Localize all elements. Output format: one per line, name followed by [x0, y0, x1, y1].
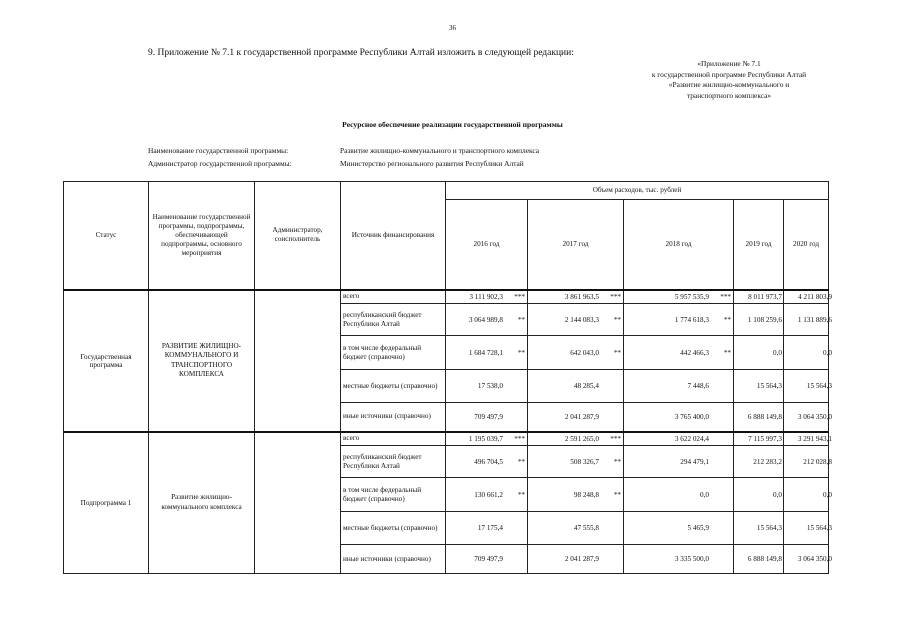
row-program-name: РАЗВИТИЕ ЖИЛИЩНО-КОММУНАЛЬНОГО И ТРАНСПОРТНОГО КОМПЛЕКСА	[149, 290, 255, 432]
value-text: 1 108 259,6	[747, 315, 782, 324]
program-name-label: Наименование государственной программы:	[148, 146, 289, 155]
value-text: 2 041 287,9	[564, 555, 599, 563]
appendix-line-4: транспортного комплекса»	[686, 90, 772, 100]
value-text: 5 465,9	[687, 524, 709, 532]
value-text: 3 064 350,0	[797, 412, 832, 421]
value-2019	[734, 512, 784, 545]
resource-table	[63, 181, 832, 574]
value-2019	[734, 432, 784, 446]
value-2016	[446, 403, 528, 432]
value-text: 15 564,3	[756, 524, 782, 532]
value-2019	[734, 304, 784, 336]
value-text: 17 175,4	[477, 524, 503, 532]
value-mark: **	[613, 348, 621, 357]
value-text: 6 888 149,8	[747, 412, 782, 421]
row-admin	[255, 290, 341, 432]
header-volume: Объем расходов, тыс. рублей	[446, 182, 829, 200]
value-text: 98 248,8	[573, 490, 599, 499]
value-text: 294 479,1	[680, 457, 709, 466]
value-mark: ***	[514, 292, 525, 301]
value-mark: **	[723, 315, 731, 324]
value-mark: **	[517, 457, 525, 466]
value-2019	[734, 403, 784, 432]
program-admin-value: Министерство регионального развития Республики Алтай	[340, 159, 524, 168]
value-text: 212 028,8	[803, 457, 832, 466]
row-status: Государственная программа	[64, 290, 149, 432]
value-2017	[528, 370, 624, 403]
value-text: 1 774 618,3	[674, 315, 709, 324]
value-2017	[528, 336, 624, 370]
row-source: республиканский бюджет Республики Алтай	[341, 446, 446, 478]
value-2020	[784, 336, 832, 370]
value-text: 130 661,2	[474, 490, 503, 499]
value-text: 0,0	[773, 348, 782, 357]
value-text: 2 144 083,3	[564, 315, 599, 324]
row-source: всего	[341, 432, 446, 446]
table-row	[64, 432, 829, 446]
value-text: 2 041 287,9	[564, 412, 599, 421]
value-2016	[446, 336, 528, 370]
header-year-2019: 2019 год	[734, 200, 784, 290]
value-mark: **	[723, 348, 731, 357]
value-2016	[446, 304, 528, 336]
value-2019	[734, 290, 784, 304]
value-2019	[734, 336, 784, 370]
value-text: 5 957 535,9	[674, 292, 709, 301]
header-name: Наименование государственной программы, подпрограммы, обеспечивающей подпрограммы, основного мероприятия	[149, 182, 255, 290]
value-2020	[784, 545, 832, 574]
value-2018	[624, 545, 734, 574]
row-program-name: Развитие жилищно-коммунального комплекса	[149, 432, 255, 574]
value-2016	[446, 446, 528, 478]
value-mark: ***	[514, 434, 525, 443]
value-mark: ***	[610, 434, 621, 443]
value-text: 3 291 943,1	[797, 434, 832, 443]
value-text: 1 195 039,7	[468, 434, 503, 443]
value-2017	[528, 403, 624, 432]
value-2018	[624, 336, 734, 370]
row-source: иные источники (справочно)	[341, 403, 446, 432]
row-source: местные бюджеты (справочно)	[341, 370, 446, 403]
value-text: 4 211 803,9	[798, 292, 832, 301]
value-text: 15 564,3	[806, 524, 832, 532]
value-text: 3 335 500,0	[674, 555, 709, 563]
value-2017	[528, 478, 624, 512]
value-2017	[528, 446, 624, 478]
program-name-value: Развитие жилищно-коммунального и транспортного комплекса	[340, 146, 540, 155]
value-2020	[784, 432, 832, 446]
value-2020	[784, 290, 832, 304]
value-text: 496 704,5	[474, 457, 503, 466]
value-text: 3 765 400,0	[674, 412, 709, 421]
value-text: 3 064 989,8	[468, 315, 503, 324]
value-2020	[784, 478, 832, 512]
value-text: 0,0	[773, 490, 782, 499]
value-text: 442 466,3	[680, 348, 709, 357]
appendix-header	[618, 59, 840, 101]
row-status: Подпрограмма 1	[64, 432, 149, 574]
resource-table-body	[64, 182, 832, 574]
value-2017	[528, 545, 624, 574]
value-2018	[624, 446, 734, 478]
value-2016	[446, 432, 528, 446]
value-text: 15 564,3	[806, 382, 832, 390]
value-text: 2 591 265,0	[564, 434, 599, 443]
value-text: 47 555,8	[573, 524, 599, 532]
value-2016	[446, 370, 528, 403]
value-2018	[624, 304, 734, 336]
value-text: 709 497,9	[474, 412, 503, 421]
document-title: Ресурсное обеспечение реализации государственной программы	[342, 120, 563, 129]
header-year-2016: 2016 год	[446, 200, 528, 290]
value-text: 48 285,4	[573, 382, 599, 390]
value-2020	[784, 403, 832, 432]
page-number: 36	[449, 24, 456, 32]
value-2020	[784, 446, 832, 478]
header-year-2018: 2018 год	[624, 200, 734, 290]
value-text: 642 043,0	[570, 348, 599, 357]
value-text: 17 538,0	[477, 382, 503, 390]
value-2019	[734, 478, 784, 512]
table-row	[64, 290, 829, 304]
intro-text: 9. Приложение № 7.1 к государственной программе Республики Алтай изложить в следующей редакции:	[148, 48, 574, 58]
value-2016	[446, 478, 528, 512]
value-text: 212 283,2	[753, 457, 782, 466]
header-source: Источник финансирования	[341, 182, 446, 290]
value-text: 15 564,3	[756, 382, 782, 390]
value-text: 8 011 973,7	[748, 292, 782, 301]
appendix-line-2: к государственной программе Республики Алтай	[651, 69, 807, 79]
value-2017	[528, 432, 624, 446]
value-mark: **	[517, 315, 525, 324]
header-status: Статус	[64, 182, 149, 290]
value-text: 3 622 024,4	[674, 434, 709, 443]
value-text: 0,0	[700, 490, 709, 499]
value-text: 7 115 997,3	[748, 434, 782, 443]
value-2016	[446, 290, 528, 304]
value-text: 1 684 728,1	[468, 348, 503, 357]
value-2020	[784, 304, 832, 336]
header-year-2017: 2017 год	[528, 200, 624, 290]
program-admin-label: Администратор государственной программы:	[148, 159, 292, 168]
row-source: в том числе федеральный бюджет (справочно)	[341, 336, 446, 370]
value-text: 7 448,6	[687, 382, 709, 390]
value-2019	[734, 370, 784, 403]
value-mark: **	[517, 348, 525, 357]
program-name-line	[148, 146, 539, 155]
value-2019	[734, 446, 784, 478]
value-2020	[784, 370, 832, 403]
value-text: 508 326,7	[570, 457, 599, 466]
row-source: всего	[341, 290, 446, 304]
value-text: 6 888 149,8	[747, 555, 782, 563]
value-mark: **	[517, 490, 525, 499]
appendix-line-3: «Развитие жилищно-коммунального и	[668, 80, 790, 89]
value-mark: **	[613, 490, 621, 499]
program-admin-line	[148, 159, 524, 168]
value-2019	[734, 545, 784, 574]
header-year-2020: 2020 год	[784, 200, 829, 290]
value-text: 3 064 350,0	[797, 555, 832, 563]
row-source: в том числе федеральный бюджет (справочно)	[341, 478, 446, 512]
row-source: местные бюджеты (справочно)	[341, 512, 446, 545]
row-admin	[255, 432, 341, 574]
value-mark: ***	[720, 292, 731, 301]
value-2018	[624, 512, 734, 545]
value-mark: **	[613, 457, 621, 466]
value-2018	[624, 370, 734, 403]
header-admin: Администратор, соисполнитель	[255, 182, 341, 290]
value-2018	[624, 290, 734, 304]
value-text: 3 111 902,3	[469, 292, 503, 301]
value-2018	[624, 403, 734, 432]
value-2018	[624, 432, 734, 446]
value-2020	[784, 512, 832, 545]
row-source: иные источники (справочно)	[341, 545, 446, 574]
value-2017	[528, 290, 624, 304]
value-text: 0,0	[823, 490, 832, 499]
value-mark: **	[613, 315, 621, 324]
value-text: 0,0	[823, 348, 832, 357]
value-2017	[528, 512, 624, 545]
value-2016	[446, 512, 528, 545]
value-text: 1 131 889,6	[797, 315, 832, 324]
value-2016	[446, 545, 528, 574]
value-mark: ***	[610, 292, 621, 301]
row-source: республиканский бюджет Республики Алтай	[341, 304, 446, 336]
value-2017	[528, 304, 624, 336]
appendix-line-1: «Приложение № 7.1	[697, 59, 761, 68]
value-text: 709 497,9	[474, 555, 503, 563]
value-2018	[624, 478, 734, 512]
value-text: 3 861 963,5	[564, 292, 599, 301]
header-row-1	[64, 182, 829, 200]
